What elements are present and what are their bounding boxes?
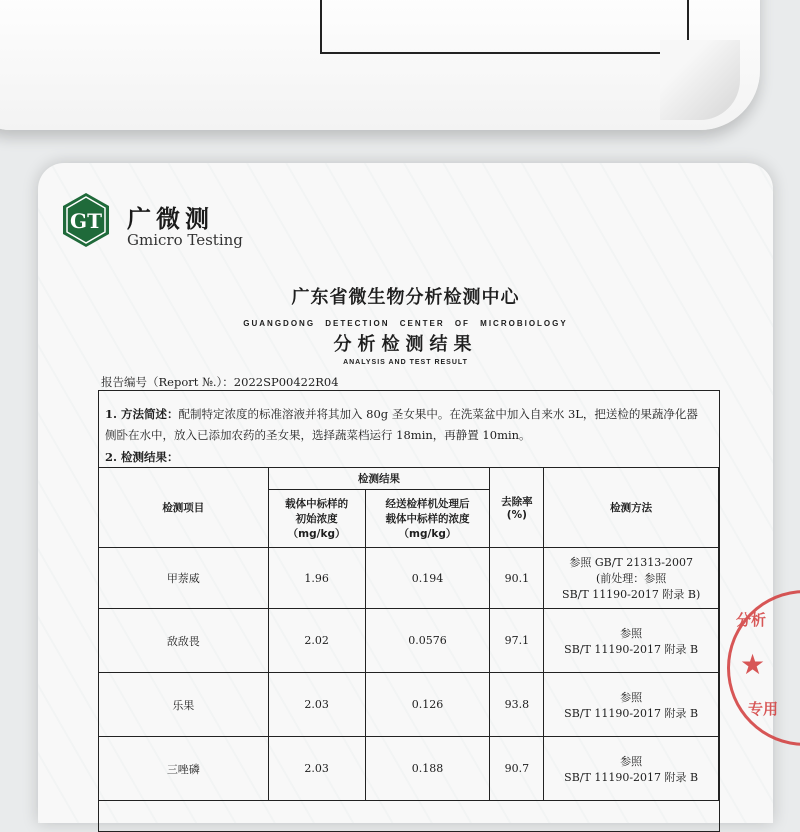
cell-item: 甲萘威 bbox=[99, 548, 269, 609]
report-title-en: ANALYSIS AND TEST RESULT bbox=[343, 359, 468, 366]
header-after-conc bbox=[365, 490, 490, 548]
org-title-en: GUANGDONG DETECTION CENTER OF MICROBIOLOGY bbox=[243, 319, 568, 328]
table-row bbox=[99, 673, 719, 737]
cell-item: 三唑磷 bbox=[99, 737, 269, 801]
method-line1: 参照 bbox=[620, 626, 643, 640]
cell-rate: 90.7 bbox=[490, 737, 544, 801]
cell-after: 0.188 bbox=[365, 737, 490, 801]
previous-page-sheet bbox=[0, 0, 760, 130]
page-curl bbox=[660, 40, 740, 120]
stamp-text-top: 分析 bbox=[736, 611, 767, 629]
header-after-line3: （mg/kg） bbox=[398, 528, 457, 540]
method-line1: 参照 bbox=[620, 754, 643, 768]
header-results-group: 检测结果 bbox=[268, 468, 490, 490]
method-summary bbox=[105, 404, 709, 446]
header-after-line2: 载体中标样的浓度 bbox=[385, 513, 470, 525]
table-row bbox=[99, 737, 719, 801]
cell-rate: 97.1 bbox=[490, 609, 544, 673]
report-title-cn: 分析检测结果 bbox=[333, 334, 478, 355]
method-line3: SB/T 11190-2017 附录 B) bbox=[562, 588, 701, 601]
logo-name-en: Gmicro Testing bbox=[127, 231, 243, 249]
table-row bbox=[99, 609, 719, 673]
cell-initial: 2.02 bbox=[268, 609, 365, 673]
header-initial-line3: （mg/kg） bbox=[287, 528, 346, 540]
method-line1: 参照 GB/T 21313-2007 bbox=[569, 556, 693, 569]
cell-after: 0.126 bbox=[365, 673, 490, 737]
method-line1: 参照 bbox=[620, 690, 643, 704]
results-label: 2. 检测结果： bbox=[105, 450, 179, 464]
cell-after: 0.0576 bbox=[365, 609, 490, 673]
cell-rate: 90.1 bbox=[490, 548, 544, 609]
header-rate-line1: 去除率 bbox=[501, 496, 533, 508]
report-document bbox=[38, 163, 773, 823]
logo-name-cn: 广微测 bbox=[127, 205, 214, 233]
cell-rate: 93.8 bbox=[490, 673, 544, 737]
previous-page-frame bbox=[320, 0, 689, 54]
report-body-box bbox=[98, 390, 720, 832]
method-label: 1. 方法简述： bbox=[105, 407, 179, 421]
cell-after: 0.194 bbox=[365, 548, 490, 609]
table-row bbox=[99, 548, 719, 609]
cell-initial: 2.03 bbox=[268, 737, 365, 801]
cell-method bbox=[544, 609, 719, 673]
header-rate-line2: (%) bbox=[506, 509, 527, 521]
report-number: 报告编号（Report №.）：2022SP00422R04 bbox=[101, 375, 339, 389]
header-after-line1: 经送检样机处理后 bbox=[385, 498, 470, 510]
header-method: 检测方法 bbox=[544, 468, 719, 548]
cell-method bbox=[544, 673, 719, 737]
method-line2: SB/T 11190-2017 附录 B bbox=[564, 642, 699, 656]
cell-item: 乐果 bbox=[99, 673, 269, 737]
method-line2: (前处理：参照 bbox=[596, 572, 667, 585]
header-removal-rate bbox=[490, 468, 544, 548]
header-item: 检测项目 bbox=[99, 468, 269, 548]
cell-method bbox=[544, 548, 719, 609]
header-initial-conc bbox=[268, 490, 365, 548]
method-line2: SB/T 11190-2017 附录 B bbox=[564, 706, 699, 720]
org-title-cn: 广东省微生物分析检测中心 bbox=[291, 287, 520, 308]
header-initial-line1: 载体中标样的 bbox=[285, 498, 349, 510]
cell-initial: 1.96 bbox=[268, 548, 365, 609]
cell-initial: 2.03 bbox=[268, 673, 365, 737]
cell-method bbox=[544, 737, 719, 801]
header-initial-line2: 初始浓度 bbox=[295, 513, 338, 525]
stamp-text-bottom: 专用 bbox=[748, 700, 779, 718]
cell-item: 敌敌畏 bbox=[99, 609, 269, 673]
gmicro-logo-icon bbox=[61, 192, 111, 248]
results-table bbox=[98, 467, 719, 801]
logo-mark-text: GT bbox=[70, 209, 102, 233]
method-text: 配制特定浓度的标准溶液并将其加入 80g 圣女果中。在洗菜盆中加入自来水 3L，把送检的果蔬净化器侧卧在水中，放入已添加农药的圣女果，选择蔬菜档运行 18min，再静置 10min。 bbox=[105, 407, 698, 442]
stamp-star-icon: ★ bbox=[740, 648, 766, 681]
method-line2: SB/T 11190-2017 附录 B bbox=[564, 770, 699, 784]
